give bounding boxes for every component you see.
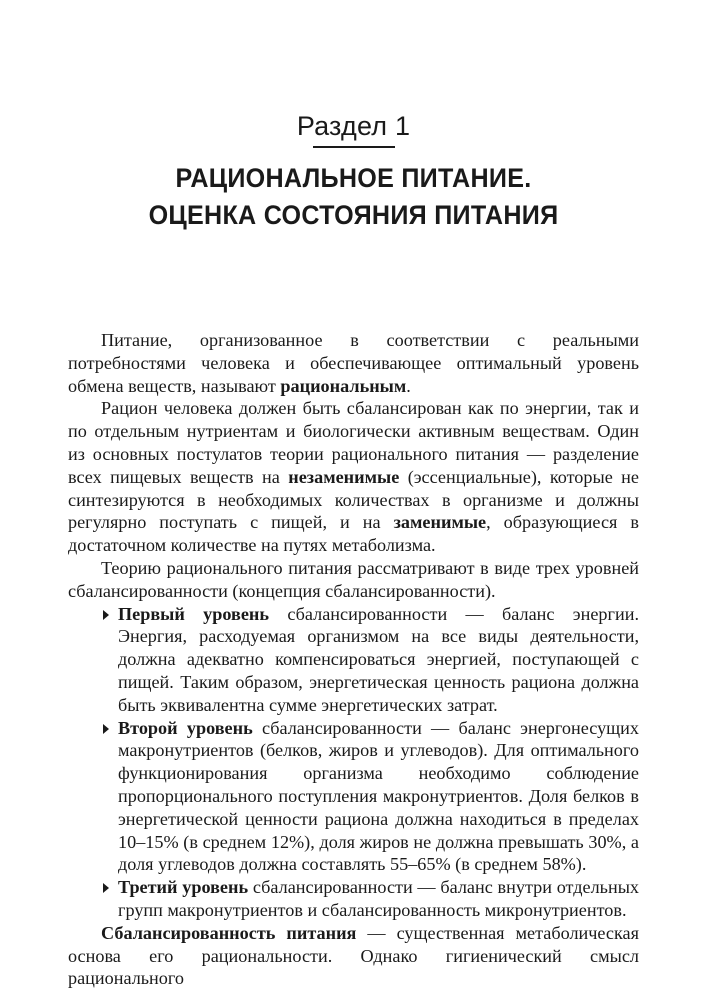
paragraph-1-text: Питание, организованное в соответствии с реальными потребностями человека и обеспечивающее оптимальный уровень обмена веществ, называют (68, 330, 639, 396)
paragraph-2 (68, 397, 639, 557)
paragraph-2-part-c: , образующиеся в достаточном количестве на путях метаболизма. (68, 512, 639, 556)
chapter-title-line-1: РАЦИОНАЛЬНОЕ ПИТАНИЕ. (175, 163, 532, 193)
list-item-level-2 (68, 717, 639, 877)
level-1-text: сбалансированности — баланс энергии. Энергия, расходуемая организмом на все виды деятельности, должна адекватно компенсироваться энергией, поступающей с пищей. Таким образом, энергетическая ценность рациона должна быть эквивалентна сумме энергетических затрат. (118, 603, 639, 715)
term-essential: незаменимые (288, 466, 400, 487)
paragraph-2-part-a: Рацион человека должен быть сбалансирован как по энергии, так и по отдельным нутриентам и биологически активным веществам. Один из основных постулатов теории рационального питания — разделение всех пищевых веществ на (68, 398, 639, 487)
triangle-bullet-icon (103, 610, 109, 620)
paragraph-4-text: — существенная метаболическая основа его рациональности. Однако гигиенический смысл рационального (68, 922, 639, 989)
level-1-title: Первый уровень (118, 603, 270, 624)
paragraph-1-end: . (406, 375, 411, 396)
paragraph-4 (68, 922, 639, 990)
section-label: Раздел 1 (296, 111, 411, 141)
paragraph-1 (68, 329, 639, 397)
balance-levels-list (68, 603, 639, 922)
level-2-title: Второй уровень (118, 717, 253, 738)
chapter-title-line-2: ОЦЕНКА СОСТОЯНИЯ ПИТАНИЯ (148, 200, 559, 230)
level-3-text: сбалансированности — баланс внутри отдельных групп макронутриентов и сбалансированность микронутриентов. (118, 877, 640, 920)
level-2-text: сбалансированности — баланс энергонесущих макронутриентов (белков, жиров и углеводов). Для оптимального функционирования организма необходимо соблюдение пропорционального поступления макронутриентов. Доля белков в энергетической ценности рациона должна находиться в пределах 10–15% (в среднем 12%), доля жиров не должна превышать 30%, а доля углеводов должна составлять 55–65% (в среднем 58%). (118, 717, 639, 875)
list-item-level-1 (68, 603, 639, 717)
paragraph-3: Теорию рационального питания рассматривают в виде трех уровней сбалансированности (концепция сбалансированности). (68, 557, 639, 601)
section-underline (313, 146, 395, 148)
term-balanced-nutrition: Сбалансированность питания (101, 922, 357, 943)
triangle-bullet-icon (103, 724, 109, 734)
list-item-level-3 (68, 876, 639, 922)
triangle-bullet-icon (103, 883, 109, 893)
term-replaceable: заменимые (393, 512, 487, 533)
body-text (68, 329, 639, 990)
term-rational: рациональным (280, 375, 407, 396)
level-3-title: Третий уровень (118, 877, 249, 898)
paragraph-2-part-b: (эссенциальные), которые не синтезируются в необходимых количествах в организме и должны регулярно поступать с пищей, и на (68, 466, 639, 533)
